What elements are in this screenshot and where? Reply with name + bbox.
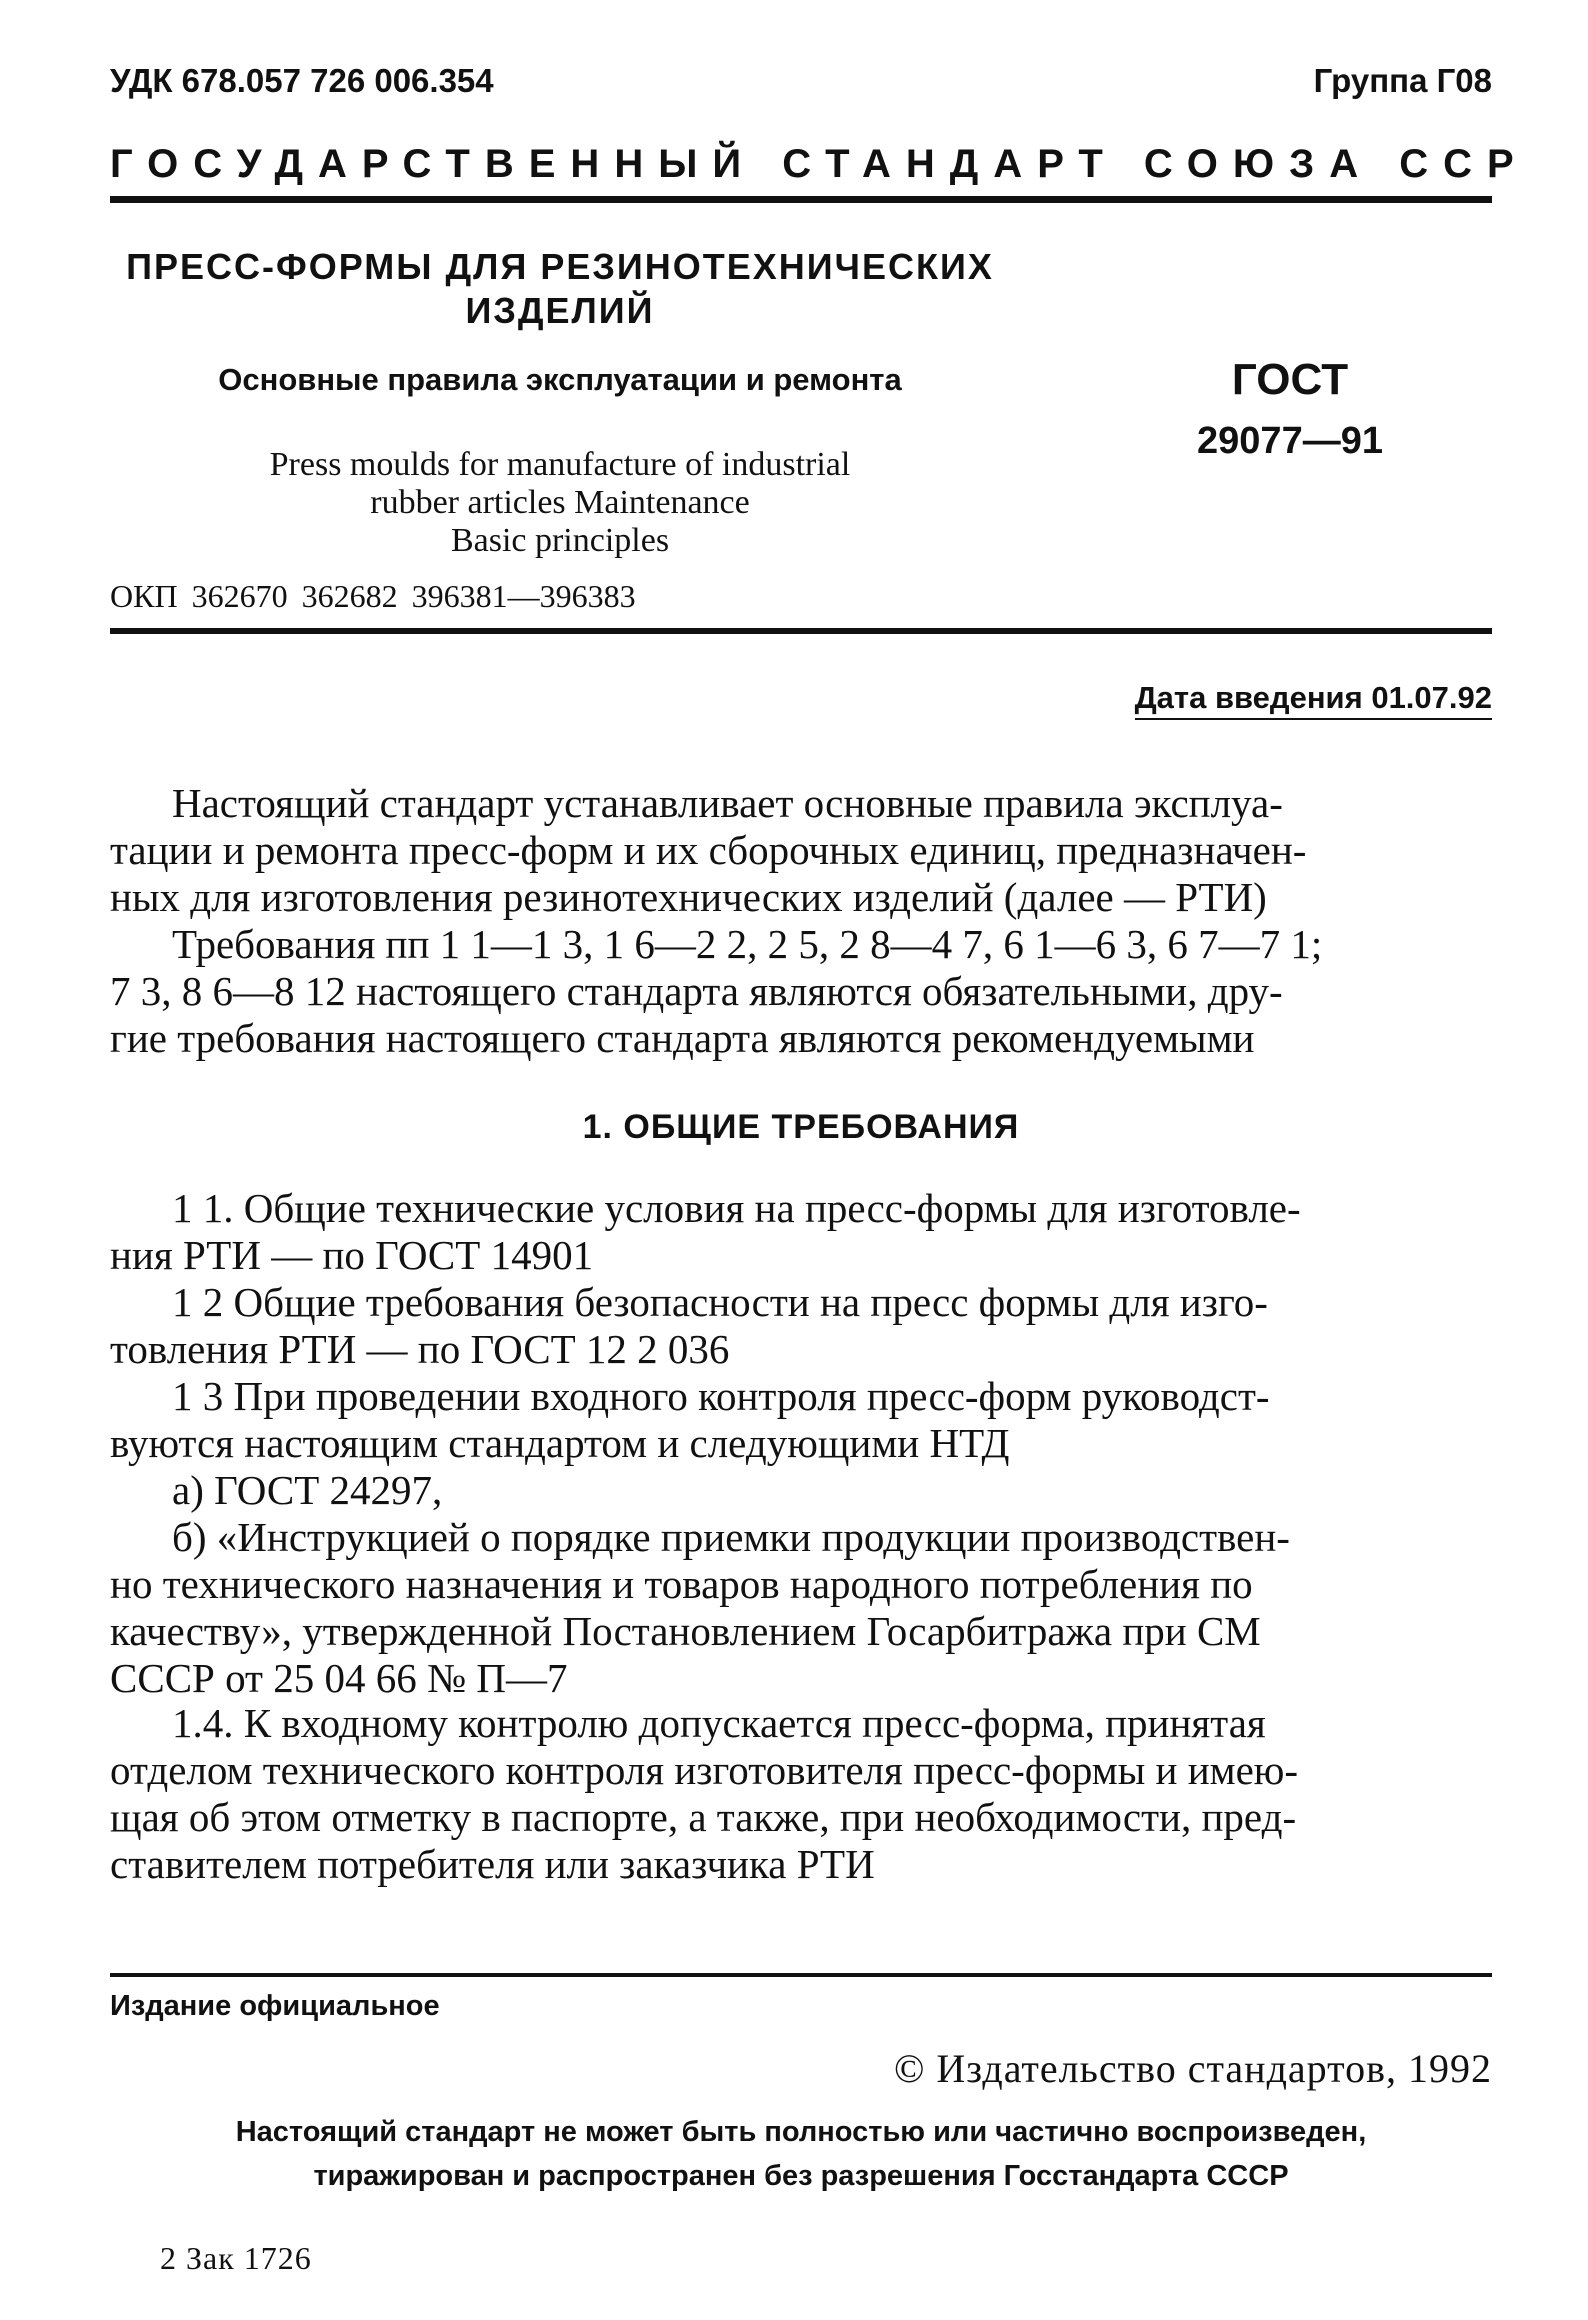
clause-1-2-line: товления РТИ — по ГОСТ 12 2 036	[110, 1326, 730, 1372]
gost-label: ГОСТ	[1231, 355, 1349, 404]
clause-1-4-line: ставителем потребителя или заказчика РТИ	[110, 1841, 875, 1887]
clause-1-4-line: щая об этом отметку в паспорте, а также, при необходимости, пред-	[110, 1794, 1297, 1840]
udk-code: УДК 678.057 726 006.354	[110, 62, 494, 99]
header-rule	[110, 196, 1492, 203]
intro-text	[110, 780, 1492, 1062]
group-code: Группа Г08	[1313, 62, 1492, 99]
intro-p1-line: ных для изготовления резинотехнических изделий (далее — РТИ)	[110, 874, 1267, 920]
intro-p2-line: Требования пп 1 1—1 3, 1 6—2 2, 2 5, 2 8—4 7, 6 1—6 3, 6 7—7 1;	[172, 921, 1323, 967]
reproduction-notice	[110, 2110, 1492, 2198]
introduction-date-label: Дата введения	[1134, 680, 1363, 715]
footer-rule	[110, 1973, 1492, 1977]
document-subtitle: Основные правила эксплуатации и ремонта	[218, 362, 902, 397]
intro-p2-line: 7 3, 8 6—8 12 настоящего стандарта являются обязательными, дру-	[110, 968, 1283, 1014]
intro-p1-line: Настоящий стандарт устанавливает основные правила эксплуа-	[172, 780, 1283, 826]
clause-1-3-line: 1 3 При проведении входного контроля пресс-форм руководст-	[172, 1373, 1270, 1419]
english-title	[110, 446, 1010, 560]
clause-1-3-item-a: а) ГОСТ 24297,	[172, 1467, 443, 1513]
print-order-number: 2 Зак 1726	[160, 2240, 312, 2276]
section-1-heading: 1. ОБЩИЕ ТРЕБОВАНИЯ	[582, 1108, 1020, 1146]
clause-1-3-item-b-line: СССР от 25 04 66 № П—7	[110, 1655, 568, 1701]
official-edition: Издание официальное	[110, 1990, 440, 2022]
title-line-2: ИЗДЕЛИЙ	[465, 290, 655, 331]
reproduction-notice-line-2: тиражирован и распространен без разрешения Госстандарта СССР	[313, 2160, 1289, 2192]
introduction-date-value: 01.07.92	[1371, 680, 1492, 715]
clause-1-3-item-b-line: б) «Инструкцией о порядке приемки продукции производствен-	[172, 1514, 1290, 1560]
english-title-line-1: Press moulds for manufacture of industrial	[269, 446, 851, 483]
section-1-text	[110, 1185, 1492, 1702]
clause-1-3-line: вуются настоящим стандартом и следующими НТД	[110, 1420, 1010, 1466]
title-line-1: ПРЕСС-ФОРМЫ ДЛЯ РЕЗИНОТЕХНИЧЕСКИХ	[126, 246, 994, 287]
gost-number: 29077—91	[1197, 420, 1383, 462]
okp-codes: ОКП 362670 362682 396381—396383	[110, 578, 636, 614]
clause-1-1-line: ния РТИ — по ГОСТ 14901	[110, 1232, 594, 1278]
copyright-line: © Издательство стандартов, 1992	[893, 2046, 1492, 2091]
clause-1-1-line: 1 1. Общие технические условия на пресс-формы для изготовле-	[172, 1185, 1301, 1231]
introduction-date	[1135, 680, 1492, 720]
reproduction-notice-line-1: Настоящий стандарт не может быть полностью или частично воспроизведен,	[235, 2116, 1367, 2148]
clause-1-2-line: 1 2 Общие требования безопасности на пресс формы для изго-	[172, 1279, 1268, 1325]
intro-p2-line: гие требования настоящего стандарта являются рекомендуемыми	[110, 1015, 1255, 1061]
english-title-line-3: Basic principles	[450, 522, 670, 559]
clause-1-4-line: 1.4. К входному контролю допускается пресс-форма, принятая	[172, 1700, 1266, 1746]
title-block-rule	[110, 628, 1492, 634]
document-title	[110, 245, 1010, 333]
state-standard-banner: ГОСУДАРСТВЕННЫЙ СТАНДАРТ СОЮЗА ССР	[110, 142, 1529, 186]
clause-1-4-line: отделом технического контроля изготовителя пресс-формы и имею-	[110, 1747, 1299, 1793]
english-title-line-2: rubber articles Maintenance	[370, 484, 750, 521]
clause-1-3-item-b-line: но технического назначения и товаров народного потребления по	[110, 1561, 1253, 1607]
intro-p1-line: тации и ремонта пресс-форм и их сборочных единиц, предназначен-	[110, 827, 1307, 873]
clause-1-4-text	[110, 1700, 1492, 1888]
clause-1-3-item-b-line: качеству», утвержденной Постановлением Госарбитража при СМ	[110, 1608, 1261, 1654]
